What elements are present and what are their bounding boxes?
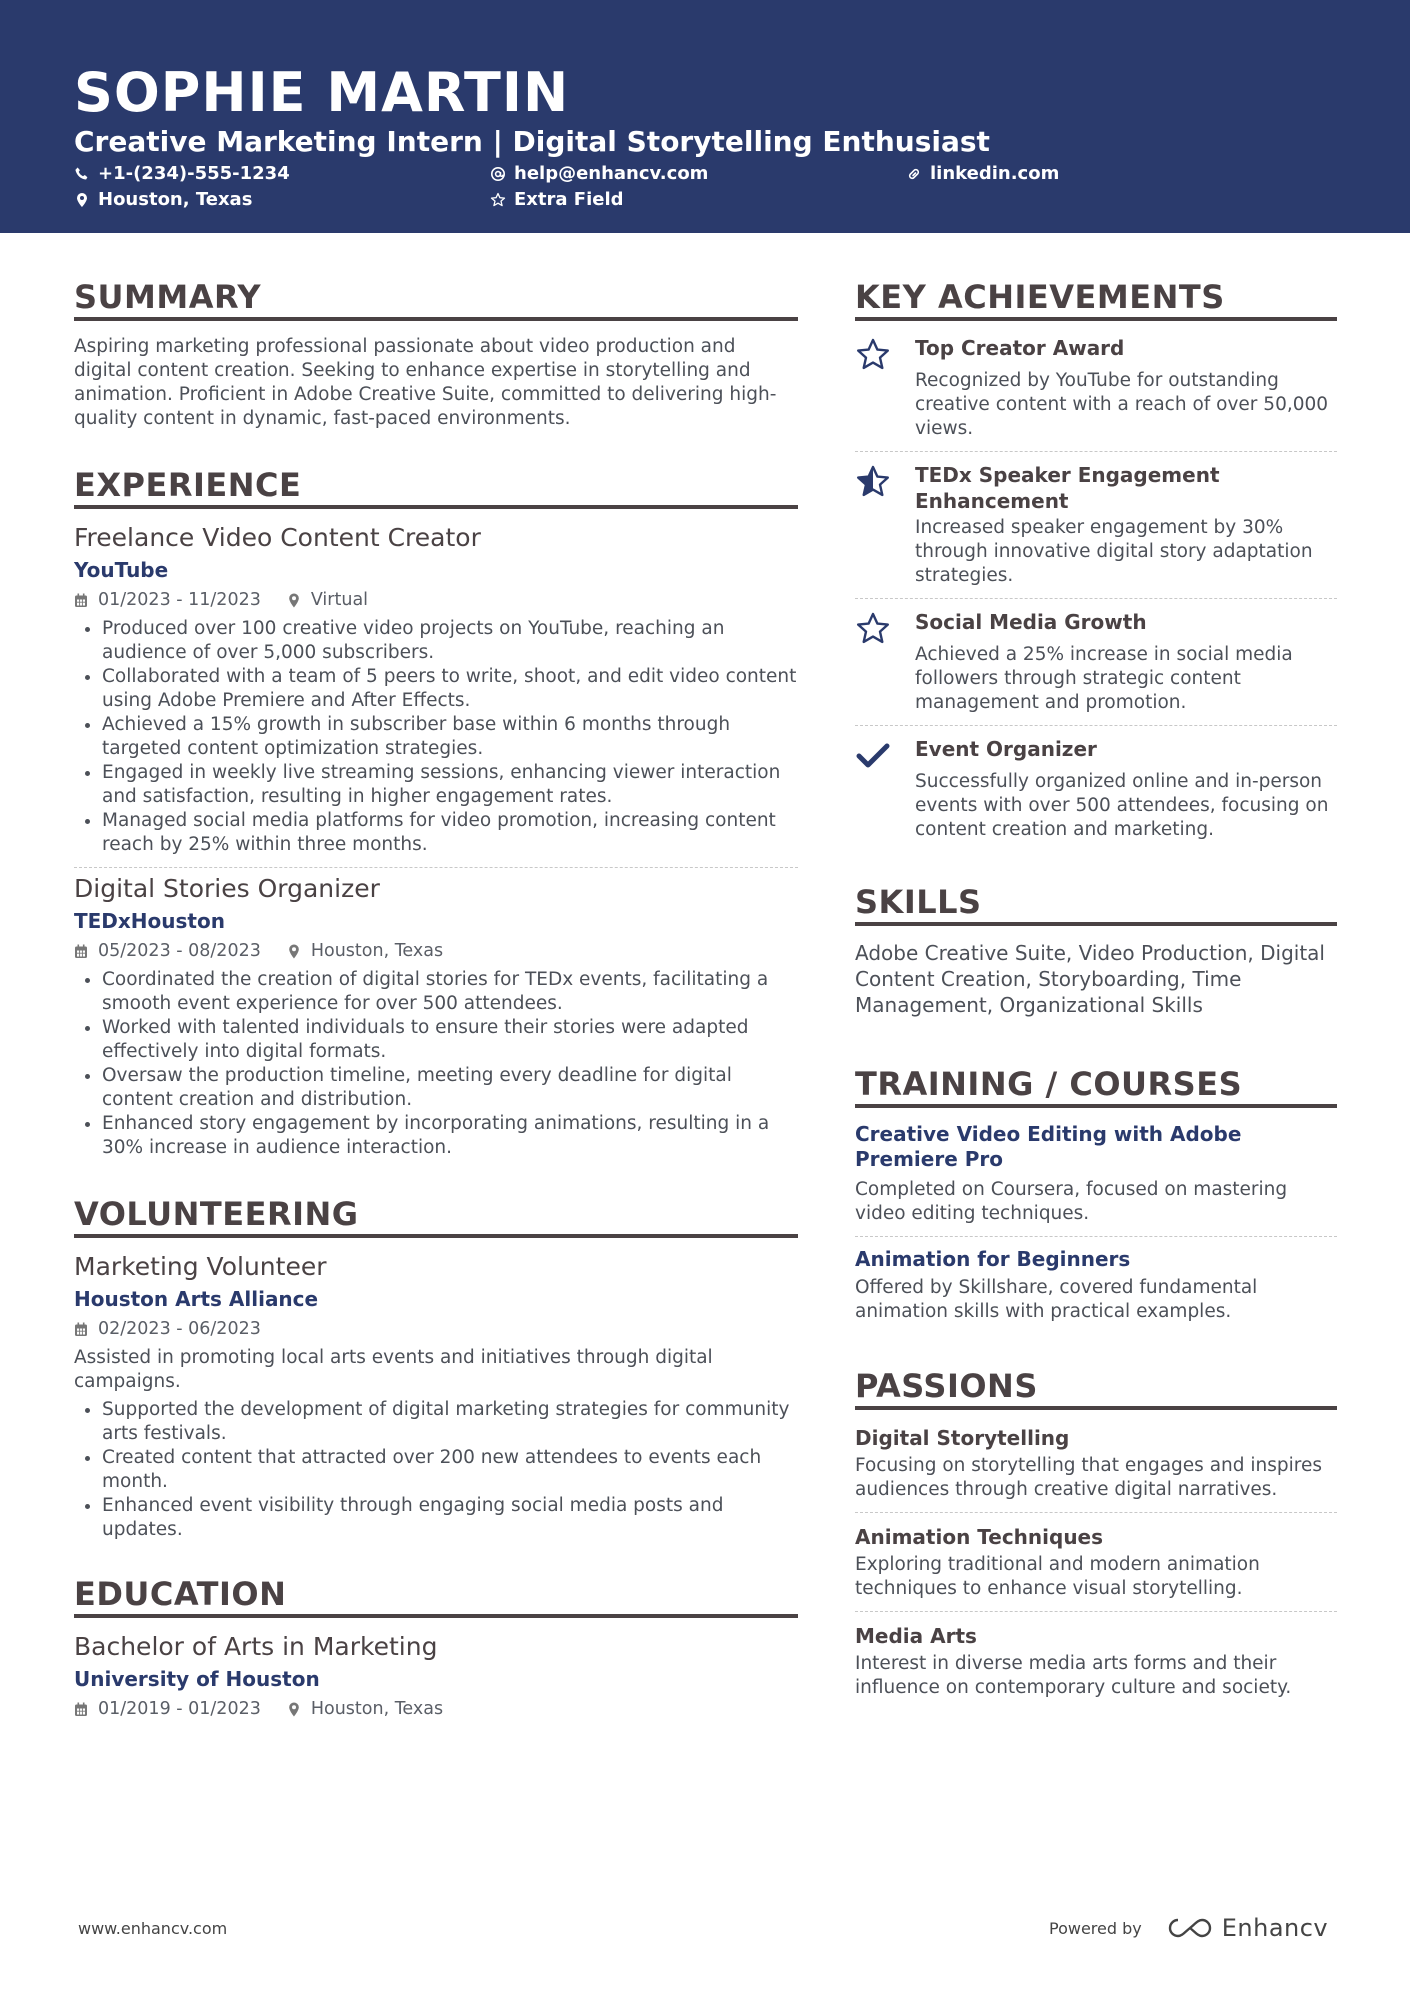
- achievement-item: [855, 609, 1337, 715]
- degree: Bachelor of Arts in Marketing: [74, 1632, 438, 1661]
- education-section: [74, 1574, 798, 1722]
- job-bullets: [74, 968, 798, 1160]
- half-star-icon: [855, 464, 891, 500]
- divider: [74, 867, 798, 868]
- star-outline-icon: [855, 337, 891, 373]
- bullet-item: • Enhanced story engagement by incorporating animations, resulting in a 30% increase in audience interaction.: [102, 1112, 798, 1160]
- achievement-title: Event Organizer: [915, 737, 1097, 761]
- volunteer-meta: [74, 1316, 798, 1342]
- contact-extra: [490, 188, 624, 212]
- location-pin-icon: [287, 944, 301, 959]
- education-heading: EDUCATION: [74, 1574, 798, 1618]
- bullet-item: • Created content that attracted over 200 new attendees to events each month.: [102, 1446, 798, 1494]
- achievement-item: [855, 335, 1337, 441]
- passion-title: Media Arts: [855, 1624, 977, 1648]
- contact-email[interactable]: [490, 162, 708, 186]
- bullet-item: • Managed social media platforms for video promotion, increasing content reach by 25% within three months.: [102, 809, 798, 857]
- course-title: Animation for Beginners: [855, 1247, 1131, 1271]
- calendar-icon: [74, 1322, 88, 1337]
- location-text: Houston, Texas: [98, 189, 253, 210]
- volunteering-heading: VOLUNTEERING: [74, 1194, 798, 1238]
- job-title: Digital Stories Organizer: [74, 874, 380, 903]
- volunteer-description: Assisted in promoting local arts events and initiatives through digital campaigns.: [74, 1347, 713, 1392]
- bullet-item: • Enhanced event visibility through engaging social media posts and updates.: [102, 1494, 798, 1542]
- job-location: Virtual: [310, 590, 369, 610]
- divider: [855, 598, 1337, 599]
- bullet-item: • Achieved a 15% growth in subscriber base within 6 months through targeted content optimization strategies.: [102, 713, 798, 761]
- summary-text: Aspiring marketing professional passionate about video production and digital content creation. Seeking to enhance expertise in storytelling and animation. Proficient in Adobe Creative Suite, committed to delivering high-quality content in dynamic, fast-paced environments.: [74, 336, 777, 429]
- calendar-icon: [74, 593, 88, 608]
- course-desc: Offered by Skillshare, covered fundamental animation skills with practical examples.: [855, 1277, 1258, 1322]
- passion-desc: Focusing on storytelling that engages and inspires audiences through creative digital narratives.: [855, 1455, 1322, 1500]
- phone-icon: [74, 166, 90, 182]
- passion-desc: Interest in diverse media arts forms and their influence on contemporary culture and society.: [855, 1653, 1292, 1698]
- passion-desc: Exploring traditional and modern animation techniques to enhance visual storytelling.: [855, 1554, 1260, 1599]
- divider: [855, 1236, 1337, 1237]
- bullet-item: • Collaborated with a team of 5 peers to write, shoot, and edit video content using Adobe Premiere and After Effects.: [102, 665, 798, 713]
- linkedin-text: linkedin.com: [930, 163, 1060, 184]
- experience-entry: [74, 872, 798, 1160]
- education-location: Houston, Texas: [310, 1699, 444, 1719]
- achievement-desc: Achieved a 25% increase in social media followers through strategic content management and promotion.: [915, 644, 1293, 713]
- footer-website[interactable]: www.enhancv.com: [78, 1919, 228, 1938]
- extra-field-text: Extra Field: [514, 189, 624, 210]
- bullet-item: • Produced over 100 creative video projects on YouTube, reaching an audience of over 5,000 subscribers.: [102, 617, 798, 665]
- job-dates: 01/2023 - 11/2023: [98, 590, 261, 610]
- divider: [855, 1512, 1337, 1513]
- training-section: [855, 1064, 1337, 1324]
- training-heading: TRAINING / COURSES: [855, 1064, 1337, 1108]
- achievement-desc: Increased speaker engagement by 30% through innovative digital story adaptation strategies.: [915, 517, 1313, 586]
- skills-section: [855, 882, 1337, 1018]
- achievement-title: Top Creator Award: [915, 336, 1125, 360]
- divider: [855, 451, 1337, 452]
- job-title: Freelance Video Content Creator: [74, 523, 481, 552]
- course-title: Creative Video Editing with Adobe Premiere Pro: [855, 1122, 1242, 1171]
- candidate-name: SOPHIE MARTIN: [74, 61, 570, 124]
- brand-name: Enhancv: [1221, 1914, 1329, 1942]
- volunteer-org: Houston Arts Alliance: [74, 1287, 319, 1311]
- skills-heading: SKILLS: [855, 882, 1337, 926]
- job-meta: [74, 938, 798, 964]
- skills-text: Adobe Creative Suite, Video Production, Digital Content Creation, Storyboarding, Time Management, Organizational Skills: [855, 941, 1325, 1017]
- checkmark-icon: [855, 738, 891, 774]
- achievement-item: [855, 736, 1337, 842]
- bullet-item: • Worked with talented individuals to ensure their stories were adapted effectively into digital formats.: [102, 1016, 798, 1064]
- location-pin-icon: [74, 192, 90, 208]
- achievements-heading: KEY ACHIEVEMENTS: [855, 277, 1337, 321]
- passions-section: [855, 1366, 1337, 1700]
- right-column: [855, 277, 1337, 1700]
- achievement-title: Social Media Growth: [915, 610, 1147, 634]
- location-pin-icon: [287, 1702, 301, 1717]
- course-desc: Completed on Coursera, focused on mastering video editing techniques.: [855, 1179, 1288, 1224]
- contact-phone: [74, 162, 290, 186]
- achievement-desc: Successfully organized online and in-person events with over 500 attendees, focusing on content creation and marketing.: [915, 771, 1329, 840]
- company-name: YouTube: [74, 558, 169, 582]
- link-icon: [906, 166, 922, 182]
- phone-text: +1-(234)-555-1234: [98, 163, 290, 184]
- volunteering-section: [74, 1194, 798, 1542]
- experience-section: [74, 465, 798, 1160]
- passions-heading: PASSIONS: [855, 1366, 1337, 1410]
- resume-header: [0, 0, 1410, 233]
- achievements-section: [855, 277, 1337, 842]
- calendar-icon: [74, 944, 88, 959]
- at-icon: [490, 166, 506, 182]
- passion-title: Digital Storytelling: [855, 1426, 1070, 1450]
- email-text: help@enhancv.com: [514, 163, 709, 184]
- school-name: University of Houston: [74, 1667, 320, 1691]
- education-meta: [74, 1696, 798, 1722]
- enhancv-logo-icon: [1168, 1916, 1214, 1940]
- location-pin-icon: [287, 593, 301, 608]
- bullet-item: • Supported the development of digital marketing strategies for community arts festivals.: [102, 1398, 798, 1446]
- volunteer-dates: 02/2023 - 06/2023: [98, 1319, 261, 1339]
- star-icon: [490, 192, 506, 208]
- achievement-title: TEDx Speaker Engagement Enhancement: [915, 463, 1220, 513]
- passion-title: Animation Techniques: [855, 1525, 1104, 1549]
- summary-section: [74, 277, 798, 431]
- summary-heading: SUMMARY: [74, 277, 798, 321]
- company-name: TEDxHouston: [74, 909, 225, 933]
- bullet-item: • Coordinated the creation of digital stories for TEDx events, facilitating a smooth event experience for over 500 attendees.: [102, 968, 798, 1016]
- achievement-item: [855, 462, 1337, 588]
- candidate-title: Creative Marketing Intern | Digital Storytelling Enthusiast: [74, 125, 990, 158]
- star-outline-icon: [855, 611, 891, 647]
- job-dates: 05/2023 - 08/2023: [98, 941, 261, 961]
- experience-heading: EXPERIENCE: [74, 465, 798, 509]
- achievement-desc: Recognized by YouTube for outstanding creative content with a reach of over 50,000 views.: [915, 370, 1329, 439]
- contact-location: [74, 188, 252, 212]
- bullet-item: • Engaged in weekly live streaming sessions, enhancing viewer interaction and satisfaction, resulting in higher engagement rates.: [102, 761, 798, 809]
- bullet-item: • Oversaw the production timeline, meeting every deadline for digital content creation and distribution.: [102, 1064, 798, 1112]
- job-meta: [74, 587, 798, 613]
- volunteer-role: Marketing Volunteer: [74, 1252, 327, 1281]
- powered-by-label: Powered by: [1049, 1918, 1142, 1938]
- job-location: Houston, Texas: [310, 941, 444, 961]
- footer-branding[interactable]: [1049, 1914, 1328, 1942]
- education-dates: 01/2019 - 01/2023: [98, 1699, 261, 1719]
- divider: [855, 1611, 1337, 1612]
- contact-linkedin[interactable]: [906, 162, 1059, 186]
- volunteer-bullets: [74, 1398, 798, 1542]
- divider: [855, 725, 1337, 726]
- calendar-icon: [74, 1702, 88, 1717]
- experience-entry: [74, 521, 798, 857]
- job-bullets: [74, 617, 798, 857]
- left-column: [74, 277, 798, 1726]
